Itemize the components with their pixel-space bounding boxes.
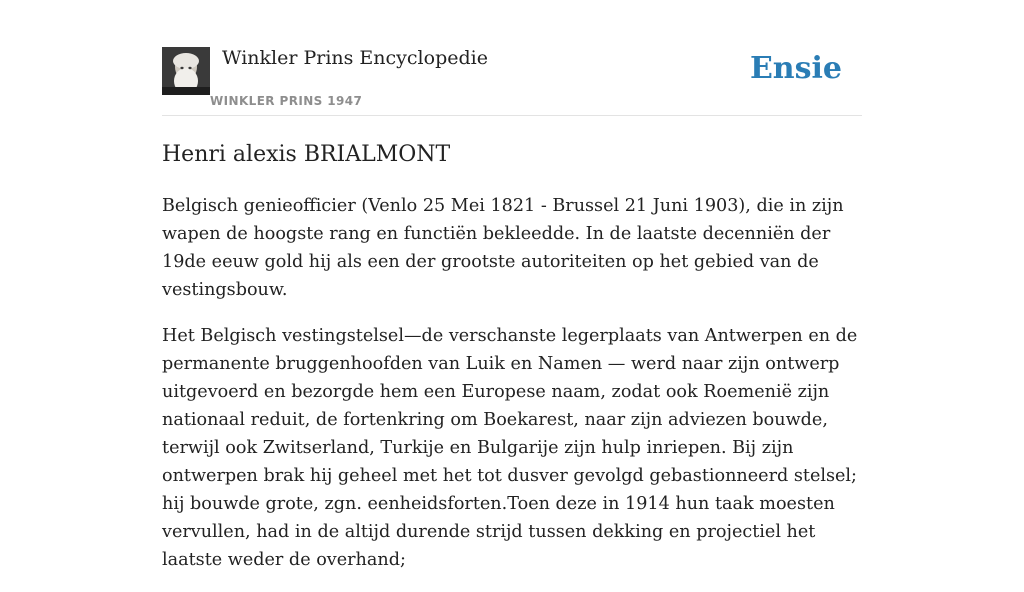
brand-logo-link[interactable]: Ensie (749, 51, 842, 86)
article-paragraph: Belgisch genieofficier (Venlo 25 Mei 1821 - Brussel 21 Juni 1903), die in zijn wapen de hoogste rang en functiën bekleedde. In de laatste decenniën der 19de eeuw gold hij als een der grootste autoriteiten op het gebied van de vestingsbouw. (162, 196, 844, 300)
article-paragraph: Het Belgisch vestingstelsel—de verschanste legerplaats van Antwerpen en de permanente bruggenhoofden van Luik en Namen — werd naar zijn ontwerp uitgevoerd en bezorgde hem een Europese naam, zodat ook Roemenië zijn nationaal reduit, de fortenkring om Boekarest, naar zijn adviezen bouwde, terwijl ook Zwitserland, Turkije en Bulgarije zijn hulp inriepen. Bij zijn ontwerpen brak hij geheel met het tot dusver gevolgd gebastionneerd stelsel; hij bouwde grote, zgn. eenheidsforten.Toen deze in 1914 hun taak moesten vervullen, had in de altijd durende strijd tussen dekking en projectiel het laatste weder de overhand; (162, 326, 858, 570)
source-subtitle: WINKLER PRINS 1947 (210, 94, 363, 108)
portrait-icon (162, 47, 210, 95)
portrait-avatar[interactable] (162, 47, 210, 95)
article-title: Henri alexis BRIALMONT (162, 142, 451, 167)
source-title[interactable]: Winkler Prins Encyclopedie (222, 47, 488, 69)
article-container (162, 0, 862, 570)
article-body (162, 192, 862, 592)
source-header (162, 0, 862, 116)
